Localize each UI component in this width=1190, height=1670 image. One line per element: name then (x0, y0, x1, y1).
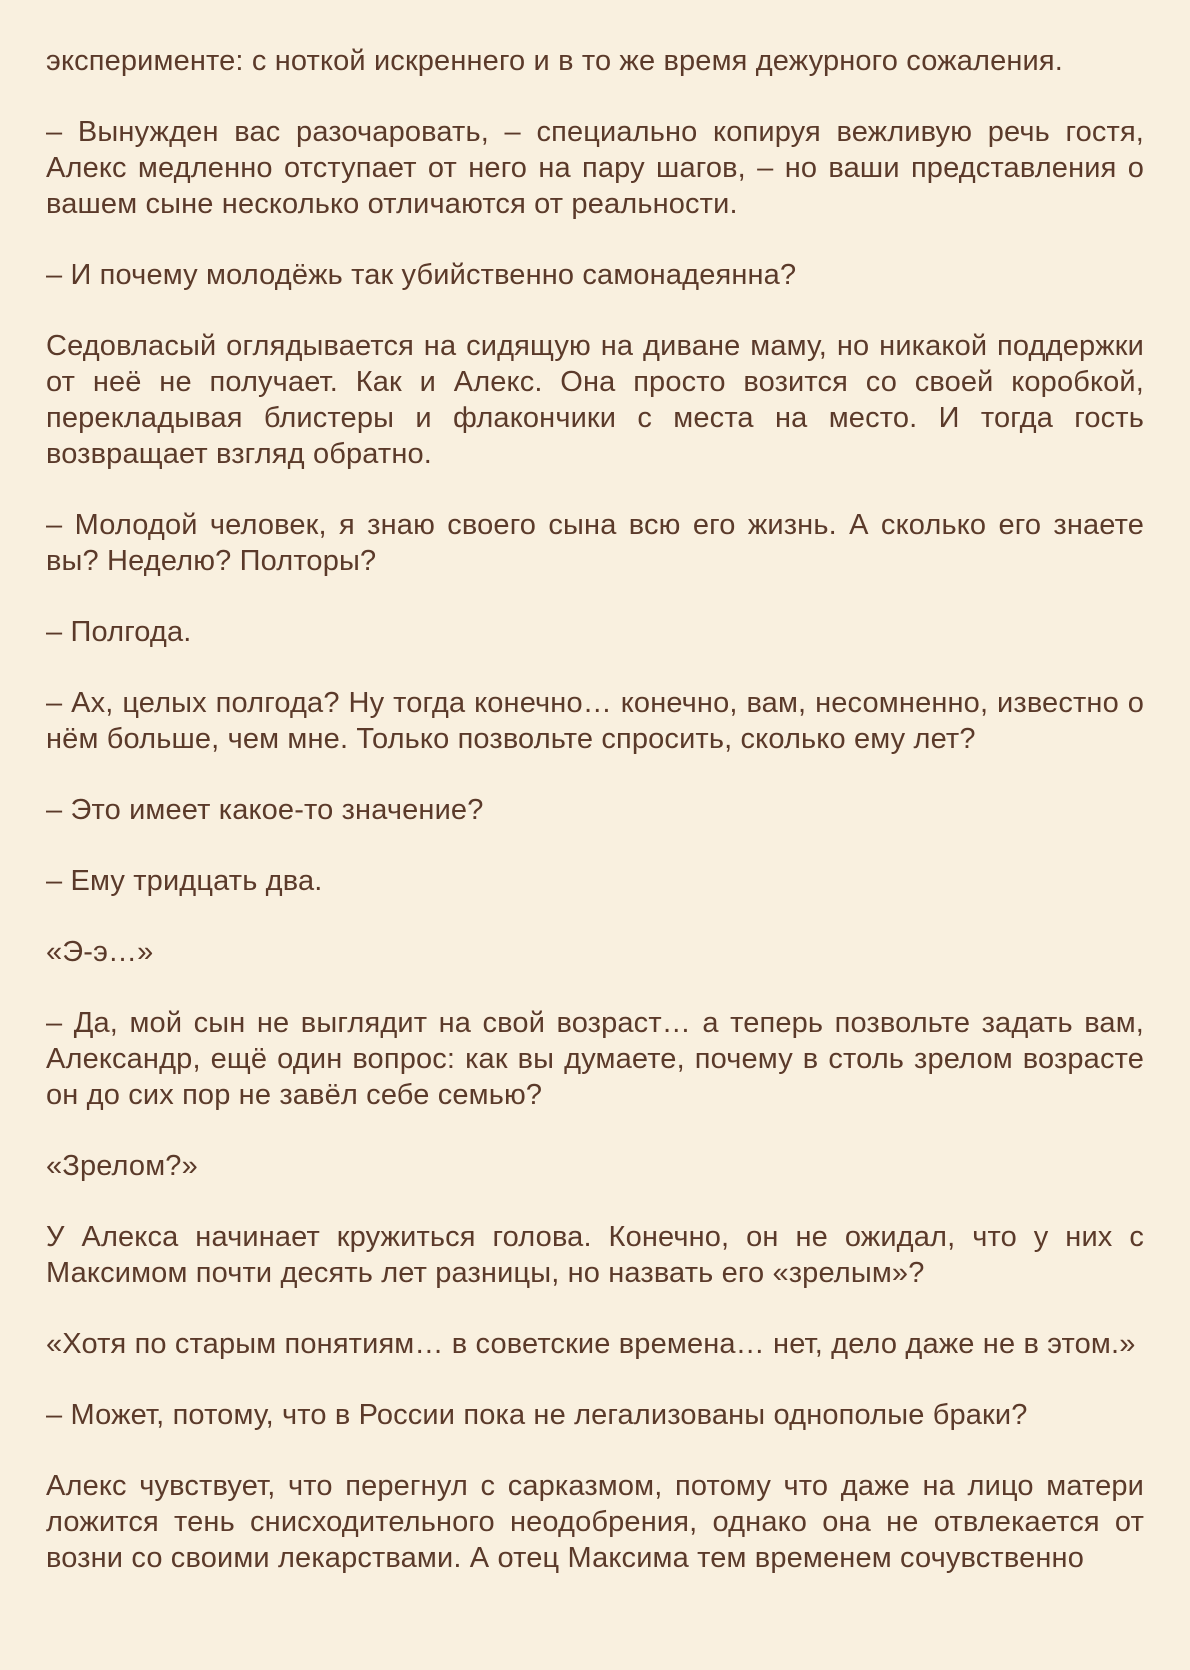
paragraph: – Вынужден вас разочаровать, – специально копируя вежливую речь гостя, Алекс медленно отступает от него на пару шагов, – но ваши представления о вашем сыне несколько отличаются от реальности. (46, 116, 1144, 220)
paragraph: – Полгода. (46, 616, 192, 648)
paragraph: – И почему молодёжь так убийственно самонадеянна? (46, 259, 797, 291)
paragraph: «Зрелом?» (46, 1150, 198, 1182)
paragraph: «Хотя по старым понятиям… в советские времена… нет, дело даже не в этом.» (46, 1328, 1136, 1360)
paragraph: – Да, мой сын не выглядит на свой возраст… а теперь позвольте задать вам, Александр, ещё один вопрос: как вы думаете, почему в столь зрелом возрасте он до сих пор не завёл себе семью? (46, 1007, 1144, 1111)
paragraph: – Это имеет какое-то значение? (46, 794, 484, 826)
paragraph: Седовласый оглядывается на сидящую на диване маму, но никакой поддержки от неё не получает. Как и Алекс. Она просто возится со своей коробкой, перекладывая блистеры и флакончики с места на место. И тогда гость возвращает взгляд обратно. (46, 330, 1144, 470)
paragraph: Алекс чувствует, что перегнул с сарказмом, потому что даже на лицо матери ложится тень снисходительного неодобрения, однако она не отвлекается от возни со своими лекарствами. А отец Максима тем временем сочувственно (46, 1470, 1144, 1574)
paragraph: – Ах, целых полгода? Ну тогда конечно… конечно, вам, несомненно, известно о нём больше, чем мне. Только позвольте спросить, сколько ему лет? (46, 687, 1144, 755)
paragraph: – Ему тридцать два. (46, 865, 323, 897)
paragraph: – Может, потому, что в России пока не легализованы однополые браки? (46, 1399, 1028, 1431)
paragraph: – Молодой человек, я знаю своего сына всю его жизнь. А сколько его знаете вы? Неделю? Полторы? (46, 509, 1144, 577)
paragraph: У Алекса начинает кружиться голова. Конечно, он не ожидал, что у них с Максимом почти десять лет разницы, но назвать его «зрелым»? (46, 1221, 1144, 1289)
paragraph: «Э-э…» (46, 936, 154, 968)
paragraph: эксперименте: с ноткой искреннего и в то же время дежурного сожаления. (46, 45, 1063, 77)
